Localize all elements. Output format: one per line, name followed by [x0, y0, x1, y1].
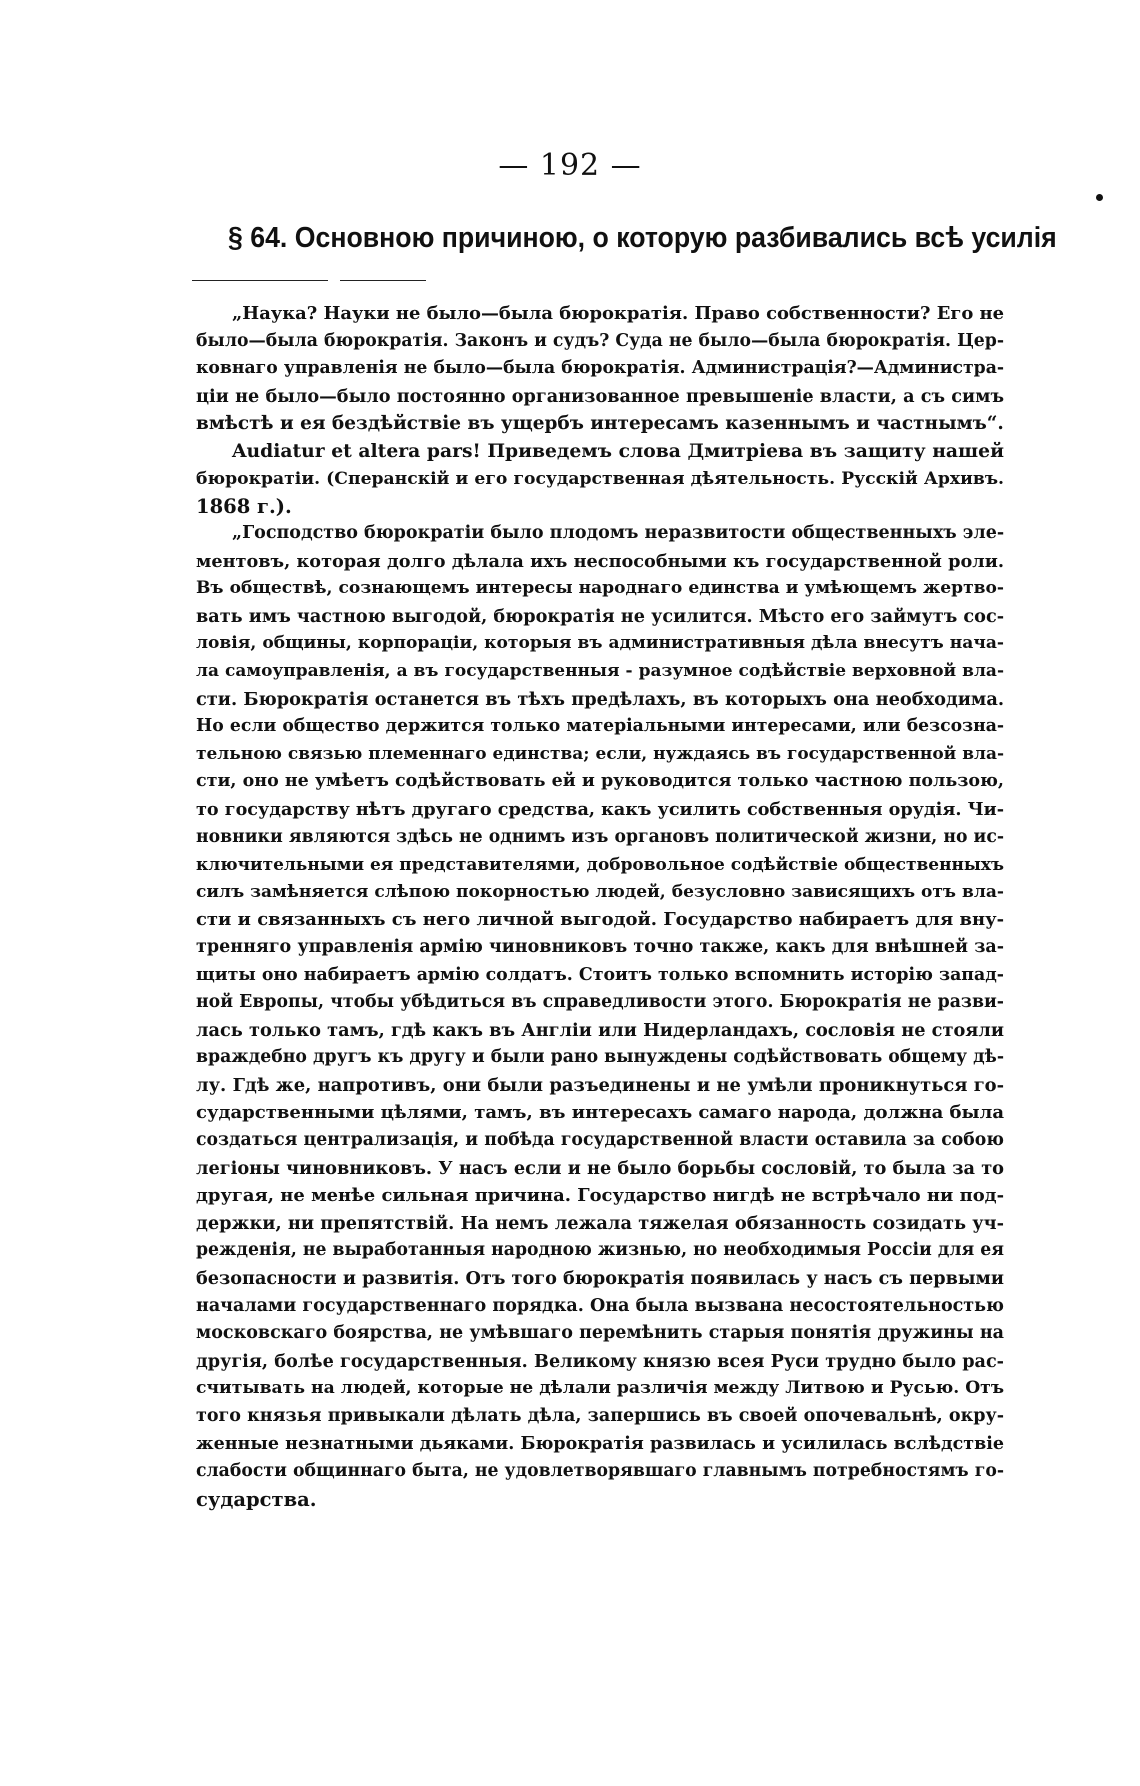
text-line: лась только тамъ, гдѣ какъ въ Англіи или Нидерландахъ, сословія не стояли	[196, 1019, 1004, 1041]
text-line: тельною связью племеннаго единства; если, нуждаясь въ государственной вла-	[196, 743, 1004, 764]
text-line: Въ обществѣ, сознающемъ интересы народнаго единства и умѣющемъ жертво-	[196, 578, 1004, 599]
text-line: было—была бюрократія. Законъ и судъ? Суда не было—была бюрократія. Цер-	[196, 330, 1004, 351]
text-line: считывать на людей, которые не дѣлали различія между Литвою и Русью. Отъ	[196, 1378, 1004, 1399]
citation-paragraph	[196, 438, 1004, 521]
text-line: легіоны чиновниковъ. У насъ если и не было борьбы сословій, то была за то	[196, 1157, 1004, 1179]
text-line: сударственными цѣлями, тамъ, въ интересахъ самаго народа, должна была	[196, 1102, 1004, 1124]
section-heading: § 64. Основною причиною, о которую разбивались всѣ усилія	[228, 222, 1057, 254]
divider-rule	[192, 280, 328, 281]
text-line: лу. Гдѣ же, напротивъ, они были разъединены и не умѣли проникнуться го-	[196, 1074, 1004, 1096]
text-line: Но если общество держится только матеріальными интересами, или безсозна-	[196, 716, 1004, 737]
text-line: сударства.	[196, 1487, 317, 1511]
quote-paragraph	[196, 300, 1004, 438]
text-line: враждебно другъ къ другу и были рано вынуждены содѣйствовать общему дѣ-	[196, 1047, 1004, 1068]
text-line: московскаго боярства, не умѣвшаго перемѣнить старыя понятія дружины на	[196, 1323, 1004, 1344]
text-line: „Наука? Науки не было—была бюрократія. Право собственности? Его не	[232, 303, 1004, 324]
text-line: 1868 г.).	[196, 495, 292, 518]
ink-dot	[1096, 194, 1103, 201]
text-line: режденія, не выработанныя народною жизнью, но необходимыя Россіи для ея	[196, 1240, 1004, 1261]
text-line: ковнаго управленія не было—была бюрократія. Администрація?—Администра-	[196, 358, 1004, 378]
text-line: слабости общиннаго быта, не удовлетворявшаго главнымъ потребностямъ го-	[196, 1461, 1004, 1482]
text-line: ключительными ея представителями, добровольное содѣйствіе общественныхъ	[196, 854, 1004, 875]
text-line: щиты оно набираетъ армію солдатъ. Стоитъ только вспомнить исторію запад-	[196, 964, 1004, 985]
text-line: другія, болѣе государственныя. Великому князю всея Руси трудно было рас-	[196, 1350, 1004, 1372]
text-line: безопасности и развитія. Отъ того бюрократія появилась у насъ съ первыми	[196, 1268, 1004, 1290]
text-line: держки, ни препятствій. На немъ лежала тяжелая обязанность созидать уч-	[196, 1212, 1004, 1234]
text-line: сти и связанныхъ съ него личной выгодой. Государство набираетъ для вну-	[196, 909, 1004, 931]
divider-rule	[340, 280, 426, 281]
text-line: новники являются здѣсь не однимъ изъ органовъ политической жизни, но ис-	[196, 826, 1004, 847]
text-line: женные незнатными дьяками. Бюрократія развилась и усилилась вслѣдствіе	[196, 1433, 1004, 1454]
page-number: — 192 —	[498, 148, 642, 183]
text-line: сти, оно не умѣетъ содѣйствовать ей и руководится только частною пользою,	[196, 771, 1004, 792]
text-line: того князья привыкали дѣлать дѣла, запершись въ своей опочевальнѣ, окру-	[196, 1406, 1004, 1426]
text-line: ментовъ, которая долго дѣлала ихъ неспособными къ государственной роли.	[196, 550, 1004, 572]
text-line: другая, не менѣе сильная причина. Государство нигдѣ не встрѣчало ни под-	[196, 1185, 1004, 1207]
main-quote-paragraph	[196, 520, 1004, 1513]
text-line: ціи не было—было постоянно организованное превышеніе власти, а съ симъ	[196, 385, 1004, 407]
text-line: бюрократіи. (Сперанскій и его государственная дѣятельность. Русскій Архивъ.	[196, 468, 1004, 489]
text-line: Audiatur et altera pars! Приведемъ слова Дмитріева въ защиту нашей	[232, 440, 1004, 462]
text-line: создаться централизація, и побѣда государственной власти оставила за собою	[196, 1130, 1004, 1151]
text-line: началами государственнаго порядка. Она была вызвана несостоятельностью	[196, 1295, 1004, 1316]
text-line: тренняго управленія армію чиновниковъ точно также, какъ для внѣшней за-	[196, 936, 1004, 957]
text-line: ной Европы, чтобы убѣдиться въ справедливости этого. Бюрократія не разви-	[196, 992, 1004, 1013]
text-line: силъ замѣняется слѣпою покорностью людей, безусловно зависящихъ отъ вла-	[196, 881, 1004, 902]
text-line: ловія, общины, корпораціи, которыя въ административныя дѣла внесутъ нача-	[196, 633, 1004, 654]
text-line: вмѣстѣ и ея бездѣйствіе въ ущербъ интересамъ казеннымъ и частнымъ“.	[196, 413, 1004, 434]
text-line: то государству нѣтъ другаго средства, какъ усилить собственныя орудія. Чи-	[196, 798, 1004, 820]
text-line: ла самоуправленія, а въ государственныя - разумное содѣйствіе верховной вла-	[196, 660, 1004, 681]
text-line: „Господство бюрократіи было плодомъ неразвитости общественныхъ эле-	[232, 523, 1005, 543]
text-line: сти. Бюрократія останется въ тѣхъ предѣлахъ, въ которыхъ она необходима.	[196, 688, 1004, 710]
text-line: вать имъ частною выгодой, бюрократія не усилится. Мѣсто его займутъ сос-	[196, 605, 1005, 627]
